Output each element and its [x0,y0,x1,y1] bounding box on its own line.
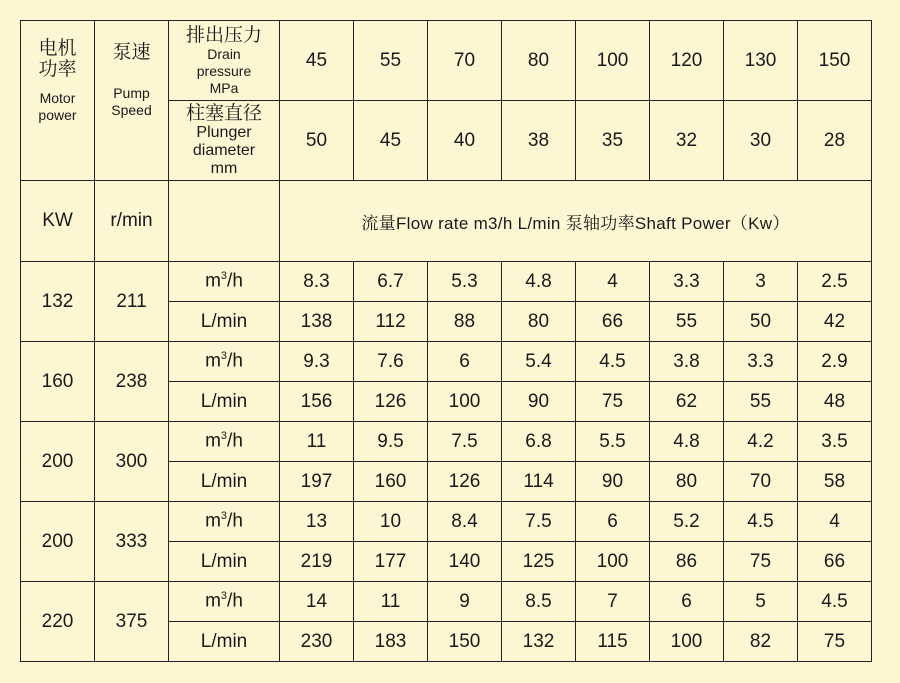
flow-m3h-value: 9.3 [280,342,354,382]
flow-lmin-value: 126 [354,382,428,422]
motor-power-header [21,21,95,181]
data-body [21,262,872,662]
flow-lmin-value: 160 [354,462,428,502]
motor-unit: KW [21,181,95,262]
motor-header-en-2: power [38,106,77,123]
flow-lmin-value: 42 [798,302,872,342]
flow-lmin-value: 70 [724,462,798,502]
pump-speed-value: 211 [95,262,169,342]
unit-lmin-label: L/min [169,462,280,502]
flow-m3h-value: 6 [428,342,502,382]
flow-lmin-value: 66 [798,542,872,582]
motor-power-value: 160 [21,342,95,422]
data-row-m3h [21,502,872,542]
flow-lmin-value: 82 [724,622,798,662]
unit-m3h-sup: 3 [220,430,228,443]
pressure-value: 120 [650,21,724,101]
flow-lmin-value: 86 [650,542,724,582]
plunger-header-en-3: mm [210,160,238,177]
pressure-header-en-3: MPa [209,79,239,96]
flow-m3h-value: 6 [576,502,650,542]
flow-m3h-value: 5.5 [576,422,650,462]
plunger-value: 38 [502,101,576,181]
speed-unit: r/min [95,181,169,262]
pressure-value: 55 [354,21,428,101]
plunger-value: 35 [576,101,650,181]
plunger-value: 40 [428,101,502,181]
flow-lmin-value: 48 [798,382,872,422]
flow-m3h-value: 3.3 [724,342,798,382]
drain-pressure-header [169,21,280,101]
data-row-m3h [21,262,872,302]
flow-lmin-value: 90 [502,382,576,422]
unit-m3h-sup: 3 [220,270,228,283]
flow-lmin-value: 75 [576,382,650,422]
flow-m3h-value: 7.5 [428,422,502,462]
flow-m3h-value: 10 [354,502,428,542]
plunger-value: 32 [650,101,724,181]
unit-m3h-label [169,582,280,622]
speed-header-en-1: Pump [113,85,150,101]
flow-lmin-value: 150 [428,622,502,662]
pressure-header-cn: 排出压力 [185,24,262,46]
pump-speed-value: 300 [95,422,169,502]
flow-lmin-value: 230 [280,622,354,662]
unit-m3h-label [169,262,280,302]
flow-lmin-value: 100 [576,542,650,582]
flow-lmin-value: 58 [798,462,872,502]
flow-m3h-value: 11 [280,422,354,462]
pressure-value: 150 [798,21,872,101]
unit-m3h-label [169,342,280,382]
flow-m3h-value: 3 [724,262,798,302]
pump-speed-header [95,21,169,181]
motor-header-en-1: Motor [39,89,76,106]
unit-m3h-rest: /h [227,430,243,452]
plunger-value: 28 [798,101,872,181]
unit-m3h-base: m [205,510,221,532]
speed-header-en-2: Speed [111,102,152,118]
pressure-value: 100 [576,21,650,101]
flow-m3h-value: 9.5 [354,422,428,462]
flow-m3h-value: 6.7 [354,262,428,302]
flow-lmin-value: 100 [428,382,502,422]
unit-lmin-label: L/min [169,382,280,422]
flow-m3h-value: 4.8 [502,262,576,302]
flow-m3h-value: 5.2 [650,502,724,542]
flow-lmin-value: 75 [724,542,798,582]
pressure-row [21,21,872,101]
flow-m3h-value: 3.5 [798,422,872,462]
flow-lmin-value: 177 [354,542,428,582]
unit-m3h-rest: /h [227,510,243,532]
pressure-header-en-2: pressure [196,62,252,79]
flow-m3h-value: 4 [576,262,650,302]
units-row [21,181,872,262]
flow-m3h-value: 4.2 [724,422,798,462]
flow-lmin-value: 66 [576,302,650,342]
flow-lmin-value: 126 [428,462,502,502]
flow-m3h-value: 4.5 [724,502,798,542]
plunger-value: 45 [354,101,428,181]
unit-lmin-label: L/min [169,302,280,342]
motor-header-cn-1: 电机 [38,37,77,59]
unit-lmin-label: L/min [169,622,280,662]
motor-power-value: 200 [21,502,95,582]
flow-m3h-value: 2.9 [798,342,872,382]
pressure-value: 45 [280,21,354,101]
flow-m3h-value: 2.5 [798,262,872,302]
flow-lmin-value: 75 [798,622,872,662]
flow-lmin-value: 112 [354,302,428,342]
flow-m3h-value: 5.3 [428,262,502,302]
pressure-value: 80 [502,21,576,101]
flow-m3h-value: 4 [798,502,872,542]
unit-m3h-sup: 3 [220,590,228,603]
flow-m3h-value: 3.8 [650,342,724,382]
flow-m3h-value: 4.8 [650,422,724,462]
motor-header-cn-2: 功率 [38,58,77,80]
unit-m3h-rest: /h [227,270,243,292]
flow-m3h-value: 7.6 [354,342,428,382]
flow-lmin-value: 80 [650,462,724,502]
empty-unit-cell [169,181,280,262]
flow-m3h-value: 14 [280,582,354,622]
flow-lmin-value: 114 [502,462,576,502]
flow-lmin-value: 183 [354,622,428,662]
flow-lmin-value: 197 [280,462,354,502]
plunger-value: 50 [280,101,354,181]
flow-m3h-value: 8.5 [502,582,576,622]
pump-speed-value: 333 [95,502,169,582]
flow-m3h-value: 6.8 [502,422,576,462]
flow-m3h-value: 7.5 [502,502,576,542]
flow-lmin-value: 50 [724,302,798,342]
pump-spec-table-wrap [20,20,872,662]
unit-m3h-label [169,502,280,542]
plunger-header-en-1: Plunger [196,124,252,141]
pump-speed-value: 238 [95,342,169,422]
speed-header-cn: 泵速 [112,42,151,63]
flow-lmin-value: 138 [280,302,354,342]
flow-lmin-value: 55 [724,382,798,422]
flow-m3h-value: 7 [576,582,650,622]
data-row-m3h [21,582,872,622]
pump-speed-value: 375 [95,582,169,662]
unit-m3h-base: m [205,270,221,292]
pressure-value: 70 [428,21,502,101]
unit-m3h-sup: 3 [220,350,228,363]
flow-m3h-value: 8.4 [428,502,502,542]
plunger-value: 30 [724,101,798,181]
unit-m3h-sup: 3 [220,510,228,523]
unit-m3h-base: m [205,350,221,372]
flow-lmin-value: 80 [502,302,576,342]
plunger-header-en-2: diameter [192,142,256,159]
motor-power-value: 200 [21,422,95,502]
plunger-diameter-header [169,101,280,181]
flow-m3h-value: 5 [724,582,798,622]
flow-m3h-value: 3.3 [650,262,724,302]
flow-lmin-value: 55 [650,302,724,342]
unit-m3h-base: m [205,430,221,452]
flow-m3h-value: 11 [354,582,428,622]
data-row-m3h [21,422,872,462]
data-row-m3h [21,342,872,382]
unit-m3h-base: m [205,590,221,612]
flow-lmin-value: 100 [650,622,724,662]
unit-m3h-rest: /h [227,350,243,372]
unit-lmin-label: L/min [169,542,280,582]
motor-power-value: 132 [21,262,95,342]
flow-lmin-value: 88 [428,302,502,342]
flow-m3h-value: 9 [428,582,502,622]
pressure-value: 130 [724,21,798,101]
flow-rate-caption: 流量Flow rate m3/h L/min 泵轴功率Shaft Power（Kw） [280,181,872,262]
motor-power-value: 220 [21,582,95,662]
unit-m3h-label [169,422,280,462]
flow-lmin-value: 115 [576,622,650,662]
flow-lmin-value: 132 [502,622,576,662]
flow-m3h-value: 13 [280,502,354,542]
plunger-header-cn: 柱塞直径 [185,103,262,124]
flow-lmin-value: 140 [428,542,502,582]
flow-m3h-value: 5.4 [502,342,576,382]
flow-m3h-value: 4.5 [798,582,872,622]
pressure-header-en-1: Drain [207,45,241,62]
flow-lmin-value: 90 [576,462,650,502]
flow-lmin-value: 62 [650,382,724,422]
flow-m3h-value: 6 [650,582,724,622]
flow-lmin-value: 125 [502,542,576,582]
flow-m3h-value: 8.3 [280,262,354,302]
flow-lmin-value: 219 [280,542,354,582]
unit-m3h-rest: /h [227,590,243,612]
pump-spec-table [20,20,872,662]
flow-m3h-value: 4.5 [576,342,650,382]
flow-lmin-value: 156 [280,382,354,422]
